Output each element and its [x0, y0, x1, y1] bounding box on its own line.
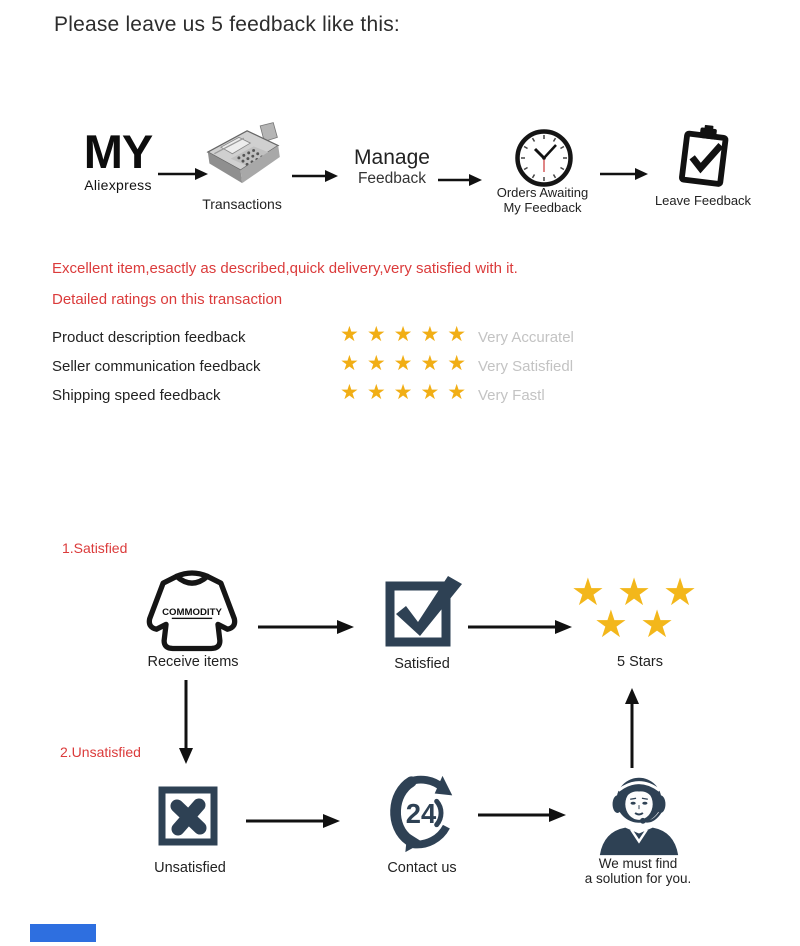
- shirt-commodity-icon: [142, 566, 242, 654]
- receive-items-label: Receive items: [147, 654, 239, 670]
- shirt-text: COMMODITY: [162, 606, 222, 618]
- rating-value: Very Accuratel: [478, 329, 574, 346]
- brand-top-text: MY: [83, 125, 153, 178]
- clock-icon: [514, 128, 574, 188]
- review-comment: Excellent item,esactly as described,quick delivery,very satisfied with it.: [52, 260, 518, 277]
- orders-awaiting-label: [480, 186, 605, 215]
- orders-line2: My Feedback: [503, 199, 582, 215]
- arrow-right-icon: [292, 168, 338, 184]
- manage-line2: Feedback: [357, 170, 427, 187]
- arrow-up-icon: [624, 688, 640, 768]
- satisfied-label: Satisfied: [394, 656, 450, 672]
- rating-row-label: Seller communication feedback: [52, 358, 261, 375]
- arrow-right-icon: [468, 618, 572, 636]
- rating-value: Very Fastl: [478, 387, 545, 404]
- rating-stars: ★★★★★: [340, 352, 475, 375]
- phone-24-text: 24: [405, 797, 437, 829]
- arrow-right-icon: [246, 812, 340, 830]
- arrow-right-icon: [478, 806, 566, 824]
- leave-feedback-label: Leave Feedback: [654, 193, 752, 208]
- unsatisfied-label: Unsatisfied: [154, 860, 226, 876]
- blue-accent-bar: [30, 924, 96, 942]
- my-aliexpress-logo: [80, 125, 156, 193]
- orders-line1: Orders Awaiting: [496, 185, 589, 200]
- detailed-ratings-subtitle: Detailed ratings on this transaction: [52, 291, 283, 308]
- arrow-right-icon: [438, 172, 482, 188]
- stars-row-top: ★★★: [570, 572, 710, 614]
- stars-row-bottom: ★★: [593, 604, 687, 646]
- solution-line1: We must find: [598, 856, 678, 871]
- arrow-down-icon: [178, 680, 194, 764]
- support-agent-icon: [592, 768, 686, 856]
- five-stars-group: [570, 572, 710, 646]
- transactions-label: Transactions: [202, 196, 282, 212]
- solution-line2: a solution for you.: [584, 871, 692, 886]
- contact-us-label: Contact us: [387, 860, 457, 876]
- case1-satisfied-label: 1.Satisfied: [62, 540, 128, 556]
- rating-row-label: Product description feedback: [52, 329, 246, 346]
- checkbox-check-icon: [382, 570, 466, 650]
- rating-stars: ★★★★★: [340, 381, 475, 404]
- pos-terminal-icon: [198, 122, 288, 192]
- five-stars-label: 5 Stars: [617, 654, 663, 670]
- phone-24h-icon: [378, 770, 464, 856]
- solution-label: [562, 856, 714, 886]
- case2-unsatisfied-label: 2.Unsatisfied: [60, 744, 141, 760]
- rating-stars: ★★★★★: [340, 323, 475, 346]
- manage-line1: Manage: [354, 146, 430, 169]
- x-box-icon: [156, 784, 220, 848]
- manage-feedback-step: [340, 146, 444, 188]
- arrow-right-icon: [258, 618, 354, 636]
- arrow-right-icon: [600, 166, 648, 182]
- rating-row-label: Shipping speed feedback: [52, 387, 221, 404]
- brand-bottom-text: Aliexpress: [84, 177, 152, 193]
- clipboard-check-icon: [676, 124, 734, 188]
- page-title: Please leave us 5 feedback like this:: [54, 13, 400, 36]
- rating-value: Very Satisfiedl: [478, 358, 574, 375]
